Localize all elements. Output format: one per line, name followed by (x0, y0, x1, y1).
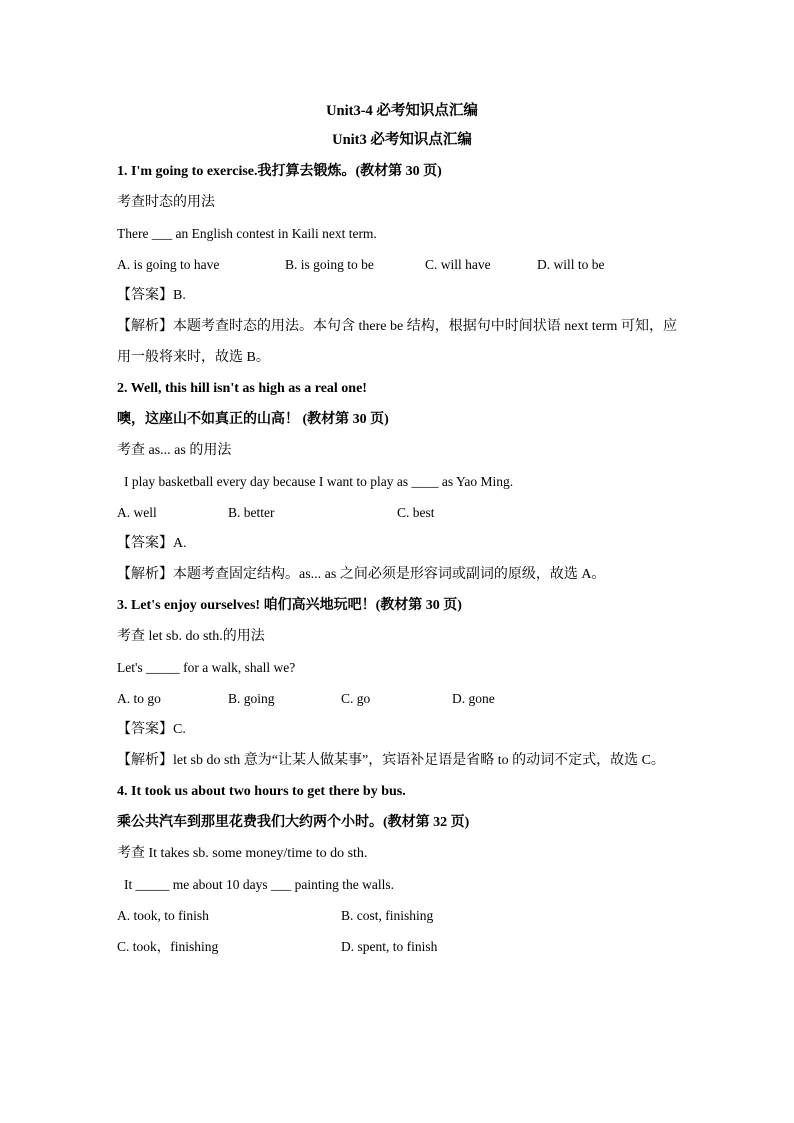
q1-option-a: A. is going to have (117, 257, 220, 272)
q4-heading: 4. It took us about two hours to get there by bus. (117, 784, 406, 799)
q1-answer: 【答案】B. (117, 288, 186, 303)
q4-heading-cn: 乘公共汽车到那里花费我们大约两个小时。(教材第 32 页) (117, 815, 470, 830)
q2-option-c: C. best (397, 505, 435, 520)
q3-option-a: A. to go (117, 691, 161, 706)
q2-option-b: B. better (228, 505, 275, 520)
q1-heading: 1. I'm going to exercise.我打算去锻炼。(教材第 30 页) (117, 164, 442, 179)
q2-sentence: I play basketball every day because I want to play as ____ as Yao Ming. (124, 474, 514, 489)
q4-option-b: B. cost, finishing (341, 908, 434, 923)
q1-option-c: C. will have (425, 257, 491, 272)
document-title: Unit3-4 必考知识点汇编 (326, 103, 478, 119)
q3-option-d: D. gone (452, 691, 495, 706)
q2-heading-cn: 噢，这座山不如真正的山高！ (教材第 30 页) (117, 412, 389, 427)
q4-option-a: A. took, to finish (117, 908, 209, 923)
q4-options-row-2 (117, 931, 687, 962)
document-page (117, 98, 687, 962)
q1-topic: 考查时态的用法 (117, 195, 215, 210)
q2-heading: 2. Well, this hill isn't as high as a real one! (117, 381, 367, 396)
q3-option-b: B. going (228, 691, 275, 706)
q1-explanation: 【解析】本题考查时态的用法。本句含 there be 结构，根据句中时间状语 next term 可知，应用一般将来时，故选 B。 (117, 319, 677, 365)
q2-options (117, 497, 687, 528)
q4-sentence: It _____ me about 10 days ___ painting the walls. (124, 877, 394, 892)
q1-option-b: B. is going to be (285, 257, 374, 272)
q2-topic: 考查 as... as 的用法 (117, 443, 232, 458)
q3-explanation: 【解析】let sb do sth 意为“让某人做某事”，宾语补足语是省略 to 的动词不定式，故选 C。 (117, 753, 665, 768)
q4-option-d: D. spent, to finish (341, 939, 438, 954)
q3-sentence: Let's _____ for a walk, shall we? (117, 660, 296, 675)
q1-option-d: D. will to be (537, 257, 605, 272)
q4-option-c: C. took，finishing (117, 939, 219, 954)
q2-answer: 【答案】A. (117, 536, 187, 551)
q1-options (117, 249, 687, 280)
q2-option-a: A. well (117, 505, 157, 520)
q2-explanation: 【解析】本题考查固定结构。as... as 之间必须是形容词或副词的原级，故选 A。 (117, 567, 606, 582)
document-subtitle: Unit3 必考知识点汇编 (332, 132, 472, 148)
q3-heading: 3. Let's enjoy ourselves! 咱们高兴地玩吧！(教材第 30 页) (117, 598, 462, 613)
q1-sentence: There ___ an English contest in Kaili next term. (117, 226, 377, 241)
q4-options-row-1 (117, 900, 687, 931)
q3-answer: 【答案】C. (117, 722, 186, 737)
q3-topic: 考查 let sb. do sth.的用法 (117, 629, 265, 644)
q3-options (117, 683, 687, 714)
q4-topic: 考查 It takes sb. some money/time to do sth. (117, 846, 368, 861)
q3-option-c: C. go (341, 691, 371, 706)
